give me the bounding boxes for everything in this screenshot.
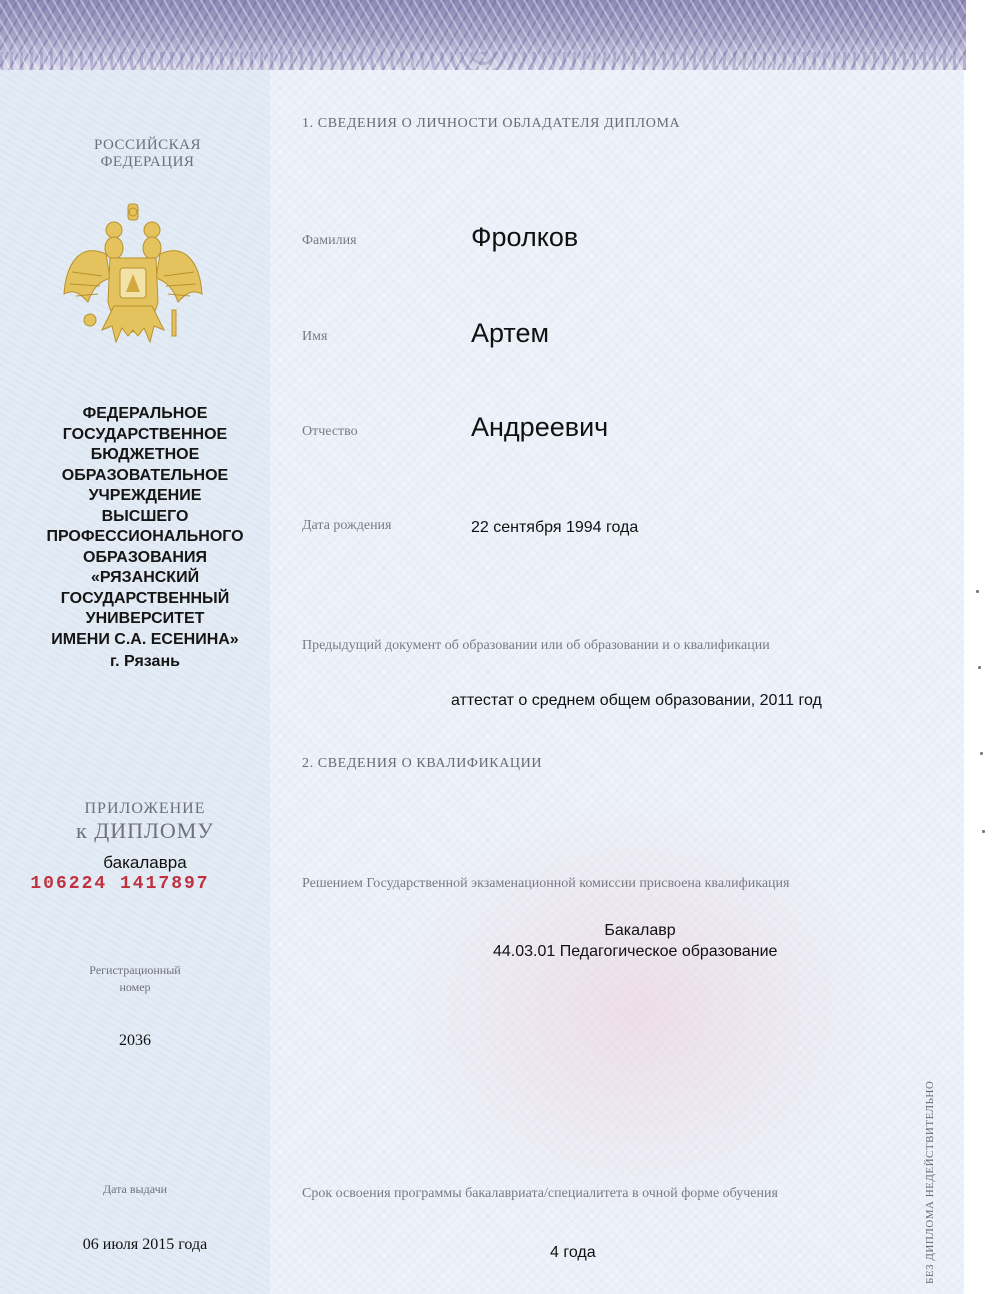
surname-value: Фролков — [471, 222, 579, 252]
section-1-title: 1. СВЕДЕНИЯ О ЛИЧНОСТИ ОБЛАДАТЕЛЯ ДИПЛОМА — [302, 116, 681, 131]
appendix-title: ПРИЛОЖЕНИЕ — [84, 800, 206, 817]
org-line: ВЫСШЕГО — [101, 507, 189, 525]
org-line: ГОСУДАРСТВЕННОЕ — [62, 425, 228, 443]
previous-document-value: аттестат о среднем общем образовании, 2011 год — [451, 692, 822, 709]
org-line: ИМЕНИ С.А. ЕСЕНИНА» — [51, 630, 239, 648]
qualification-value: Бакалавр — [604, 922, 676, 939]
patronymic-label: Отчество — [302, 424, 358, 439]
org-line: «РЯЗАНСКИЙ — [90, 569, 200, 586]
scan-dot — [978, 666, 981, 669]
name-value: Артем — [471, 318, 550, 348]
birth-date-label: Дата рождения — [302, 518, 392, 533]
birth-date-value: 22 сентября 1994 года — [471, 519, 639, 536]
org-line: ГОСУДАРСТВЕННЫЙ — [60, 589, 230, 607]
section-2-title: 2. СВЕДЕНИЯ О КВАЛИФИКАЦИИ — [302, 756, 543, 771]
issue-date-label: Дата выдачи — [102, 1182, 168, 1196]
degree-label: бакалавра — [103, 853, 187, 872]
scan-dot — [976, 590, 979, 593]
registration-number: 2036 — [119, 1032, 151, 1049]
qualification-decision-label: Решением Государственной экзаменационной комиссии присвоена квалификация — [302, 876, 790, 891]
org-line: ПРОФЕССИОНАЛЬНОГО — [46, 528, 244, 545]
patronymic-value: Андреевич — [471, 412, 609, 442]
appendix-subtitle: к ДИПЛОМУ — [76, 818, 214, 843]
organization-name — [20, 404, 270, 650]
registration-label-line-1: Регистрационный — [89, 963, 181, 977]
previous-document-label: Предыдущий документ об образовании или об образовании и о квалификации — [302, 638, 770, 653]
name-label: Имя — [302, 329, 328, 344]
org-line: УНИВЕРСИТЕТ — [85, 610, 205, 627]
registration-label — [60, 962, 210, 996]
org-line: УЧРЕЖДЕНИЕ — [88, 487, 202, 504]
issue-date: 06 июля 2015 года — [82, 1236, 208, 1253]
org-line: ОБРАЗОВАНИЯ — [83, 548, 207, 566]
registration-label-line-2: номер — [119, 980, 151, 994]
country-line-2: ФЕДЕРАЦИЯ — [100, 154, 195, 170]
org-line: ОБРАЗОВАТЕЛЬНОЕ — [61, 466, 229, 484]
russian-coat-of-arms-icon — [62, 202, 204, 354]
page-edge — [964, 70, 1000, 1294]
country-title — [40, 137, 255, 171]
surname-label: Фамилия — [302, 233, 357, 248]
scan-dot — [980, 752, 983, 755]
study-term-label: Срок освоения программы бакалавриата/специалитета в очной форме обучения — [302, 1186, 778, 1201]
country-line-1: РОССИЙСКАЯ — [93, 137, 202, 153]
study-term-value: 4 года — [550, 1244, 596, 1261]
blank-serial-number: 106224 1417897 — [30, 874, 210, 894]
invalid-without-diploma-notice: БЕЗ ДИПЛОМА НЕДЕЙСТВИТЕЛЬНО — [924, 1080, 936, 1284]
specialty-value: 44.03.01 Педагогическое образование — [493, 943, 778, 960]
guilloche-band — [0, 0, 966, 70]
city: г. Рязань — [110, 653, 180, 670]
scan-dot — [982, 830, 985, 833]
org-line: БЮДЖЕТНОЕ — [90, 446, 200, 463]
org-line: ФЕДЕРАЛЬНОЕ — [82, 405, 208, 422]
